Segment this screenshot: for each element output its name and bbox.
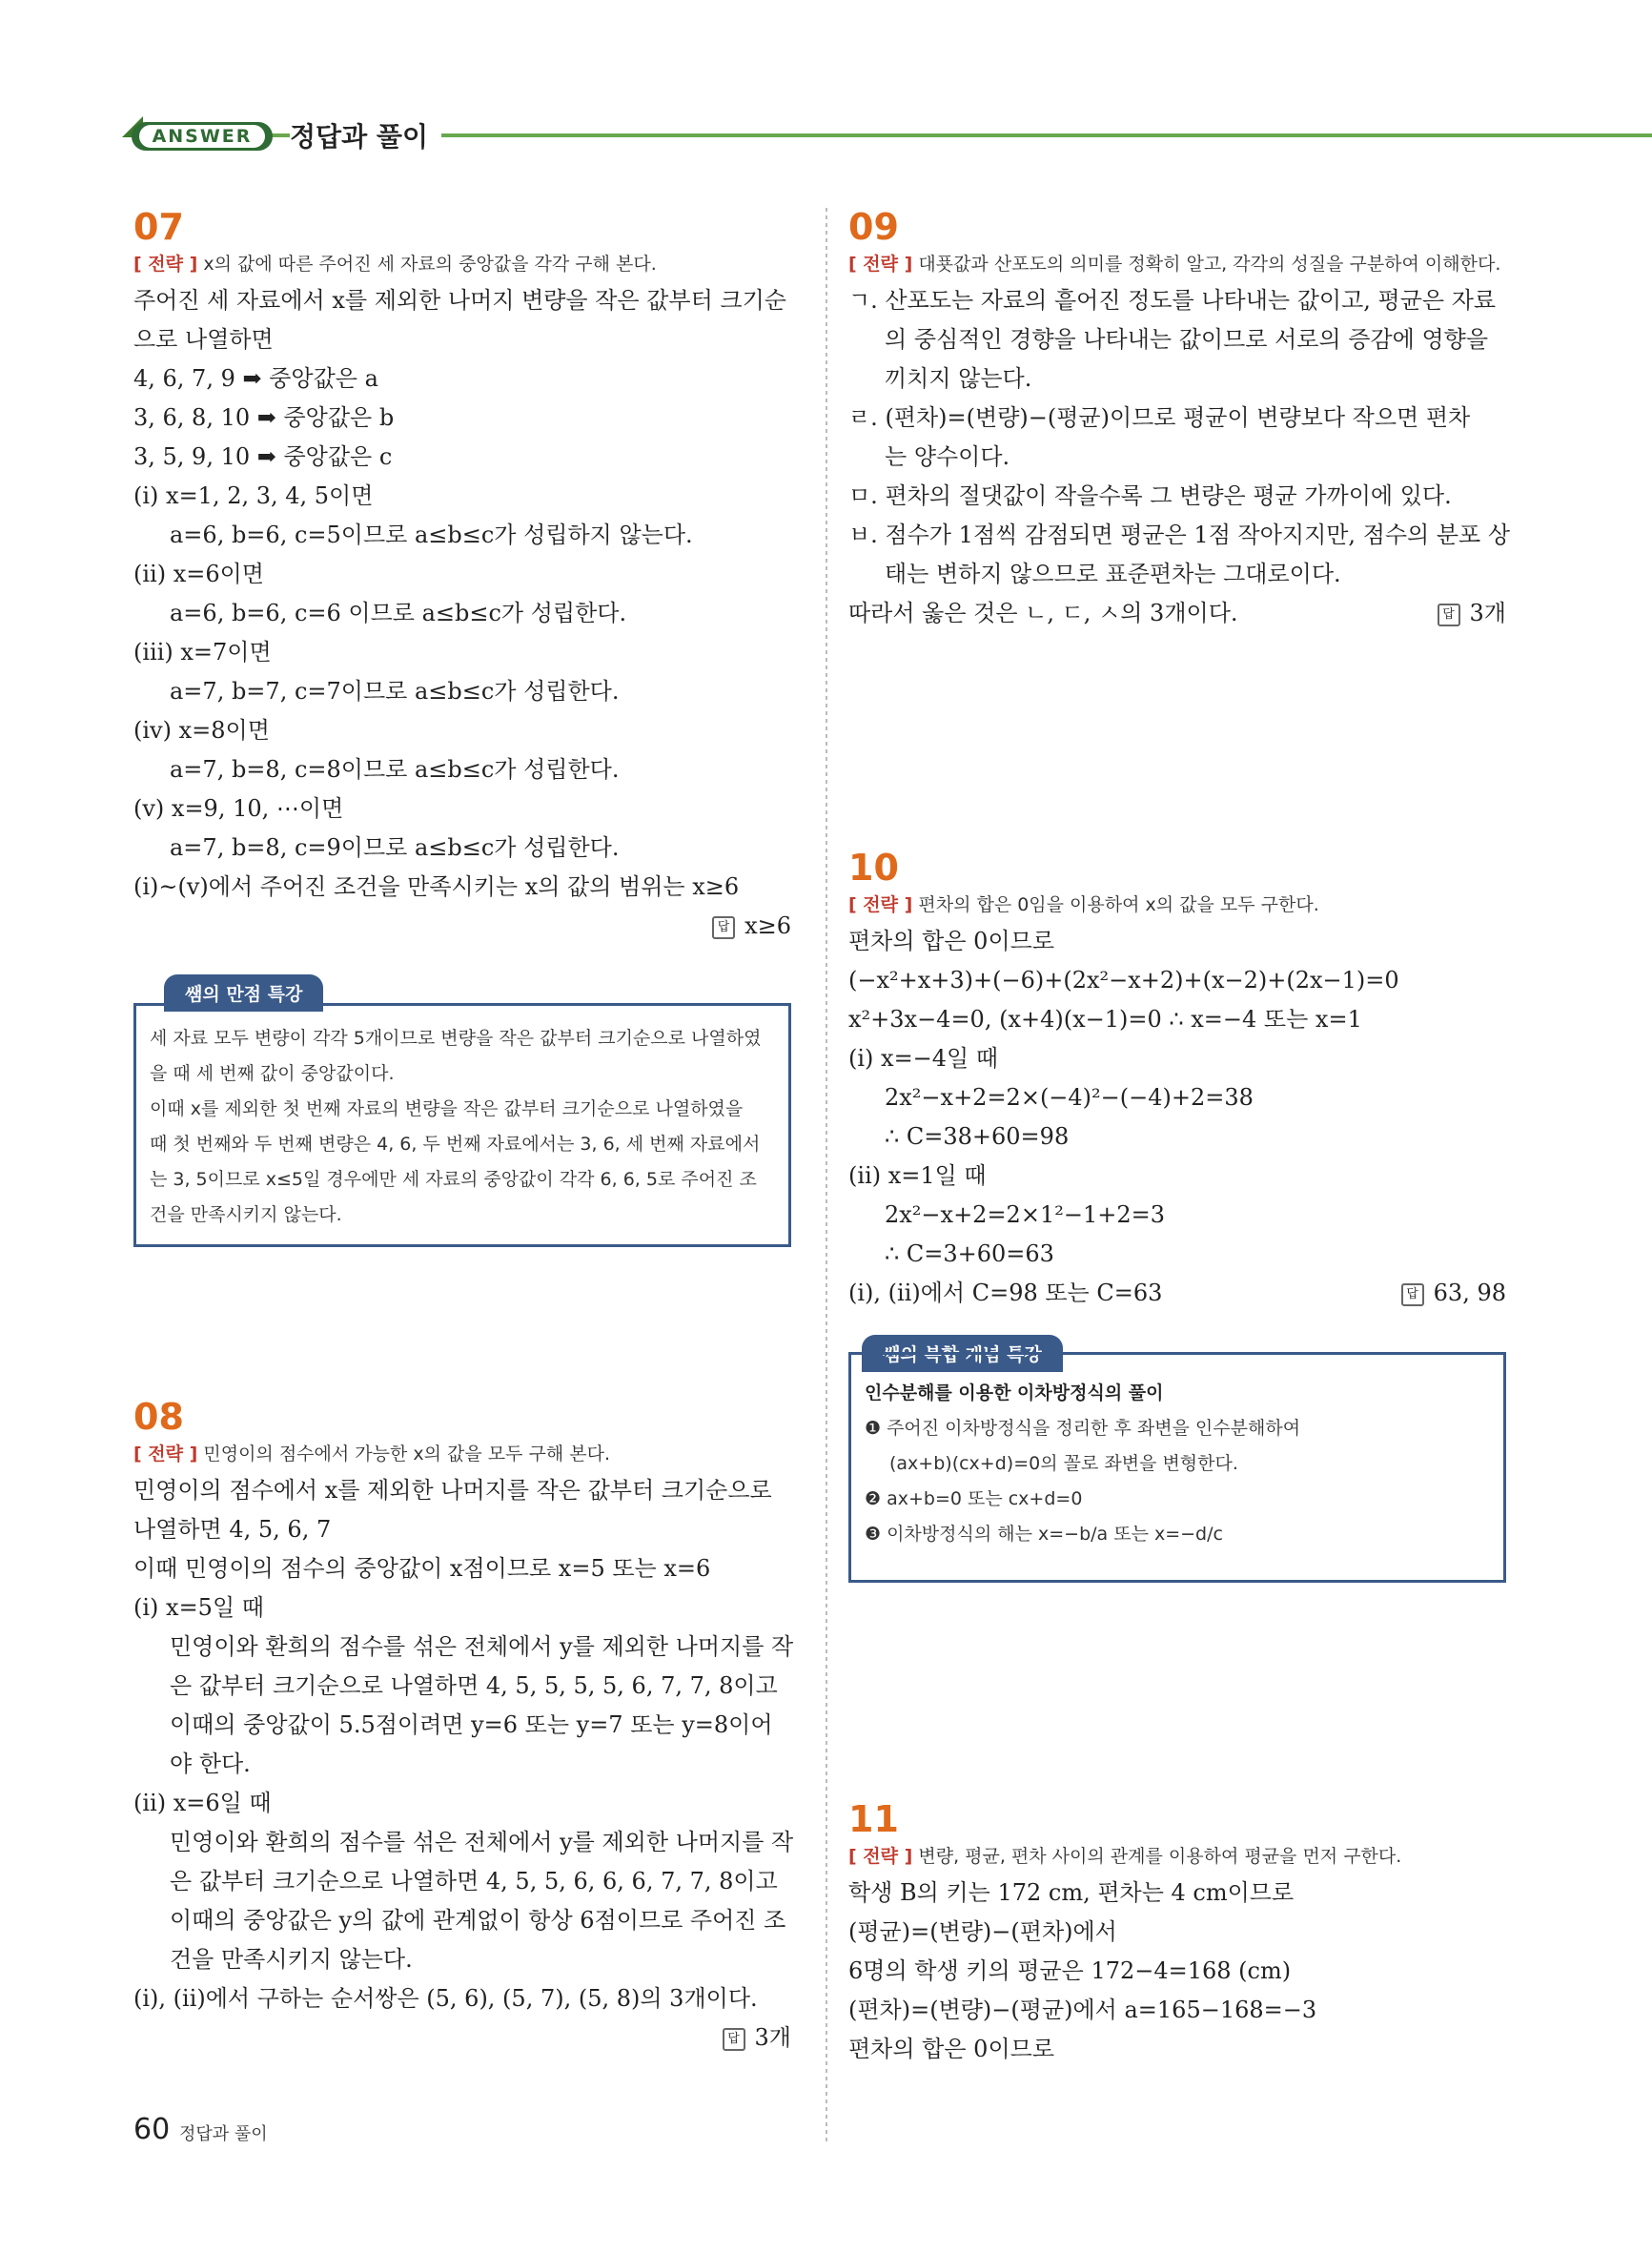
solution-line: (ⅰ), (ⅱ)에서 C=98 또는 C=63: [848, 1280, 1163, 1306]
answer-badge: ANSWER: [132, 122, 273, 151]
note-line: 을 때 세 번째 값이 중앙값이다.: [150, 1063, 395, 1084]
solution-line: (ⅲ) x=7이면: [133, 639, 272, 666]
question-number: 09: [848, 206, 899, 248]
solution-line: 이때의 중앙값이 5.5점이려면 y=6 또는 y=7 또는 y=8이어: [170, 1711, 773, 1738]
solution-line: 의 중심적인 경향을 나타내는 값이므로 서로의 증감에 영향을: [885, 326, 1489, 353]
solution-line: (ⅱ) x=1일 때: [848, 1162, 987, 1189]
solution-line: 은 값부터 크기순으로 나열하면 4, 5, 5, 6, 6, 6, 7, 7, 8이고: [170, 1868, 778, 1895]
note-heading: 인수분해를 이용한 이차방정식의 풀이: [865, 1383, 1164, 1403]
solution-line: (ⅰ) x=5일 때: [133, 1594, 264, 1621]
solution-line: ∴ C=3+60=63: [885, 1240, 1054, 1267]
question-number: 07: [133, 206, 184, 248]
note-line: ❷ ax+b=0 또는 cx+d=0: [865, 1488, 1083, 1509]
solution-line: 민영이와 환희의 점수를 섞은 전체에서 y를 제외한 나머지를 작: [170, 1633, 794, 1660]
answer-line: 답 3개: [133, 2018, 791, 2058]
solution-line: 학생 B의 키는 172 cm, 편차는 4 cm이므로: [848, 1879, 1295, 1906]
solution-line: 는 양수이다.: [885, 443, 1010, 470]
note-line: ❶ 주어진 이차방정식을 정리한 후 좌변을 인수분해하여: [865, 1418, 1301, 1439]
answer-icon: 답: [1401, 1283, 1424, 1306]
solution-line: (ⅰ) x=1, 2, 3, 4, 5이면: [133, 482, 374, 509]
solution-line: a=6, b=6, c=5이므로 a≤b≤c가 성립하지 않는다.: [170, 522, 693, 548]
solution-line: (편차)=(변량)−(평균)에서 a=165−168=−3: [848, 1997, 1317, 2023]
solution-line: (ⅰ), (ⅱ)에서 구하는 순서쌍은 (5, 6), (5, 7), (5, 8)의 3개이다.: [133, 1985, 758, 2012]
question-08: [133, 1396, 794, 2058]
column-divider: [826, 208, 827, 2143]
question-11: [848, 1800, 1506, 2069]
tip-box: [133, 1003, 791, 1247]
solution-line: 주어진 세 자료에서 x를 제외한 나머지 변량을 작은 값부터 크기순: [133, 287, 786, 314]
question-07: [133, 208, 791, 946]
solution-line: ∴ C=38+60=98: [885, 1123, 1070, 1150]
solution-line: (ⅱ) x=6일 때: [133, 1790, 272, 1816]
page-number: 60: [133, 2113, 171, 2146]
solution-line: 3, 6, 8, 10 ➡ 중앙값은 b: [133, 404, 395, 431]
footer-label: 정답과 풀이: [179, 2124, 268, 2144]
solution-line: 민영이의 점수에서 x를 제외한 나머지를 작은 값부터 크기순으로: [133, 1477, 772, 1504]
answer-icon: 답: [712, 916, 735, 939]
solution-line: 은 값부터 크기순으로 나열하면 4, 5, 5, 5, 5, 6, 7, 7, 8이고: [170, 1672, 778, 1699]
solution-line: 이때 민영이의 점수의 중앙값이 x점이므로 x=5 또는 x=6: [133, 1555, 711, 1582]
solution-line: ㅂ. 점수가 1점씩 감점되면 평균은 1점 작아지지만, 점수의 분포 상: [848, 522, 1511, 548]
solution-line: ㅁ. 편차의 절댓값이 작을수록 그 변량은 평균 가까이에 있다.: [848, 482, 1452, 509]
solution-line: a=7, b=8, c=9이므로 a≤b≤c가 성립한다.: [170, 834, 620, 861]
note-line: 건을 만족시키지 않는다.: [150, 1204, 342, 1225]
solution-line: x²+3x−4=0, (x+4)(x−1)=0 ∴ x=−4 또는 x=1: [848, 1006, 1362, 1033]
concept-box: [848, 1352, 1506, 1583]
solution-line: 끼치지 않는다.: [885, 365, 1032, 392]
strategy: [ 전략 ] 민영이의 점수에서 가능한 x의 값을 모두 구해 본다.: [133, 1444, 611, 1464]
solution-line: 태는 변하지 않으므로 표준편차는 그대로이다.: [885, 561, 1341, 587]
solution-line: 으로 나열하면: [133, 326, 274, 353]
solution-line: a=7, b=7, c=7이므로 a≤b≤c가 성립한다.: [170, 678, 620, 705]
solution-line: 4, 6, 7, 9 ➡ 중앙값은 a: [133, 365, 378, 392]
solution-line: a=7, b=8, c=8이므로 a≤b≤c가 성립한다.: [170, 756, 620, 783]
solution-line: 3, 5, 9, 10 ➡ 중앙값은 c: [133, 443, 393, 470]
solution-line: 따라서 옳은 것은 ㄴ, ㄷ, ㅅ의 3개이다.: [848, 600, 1238, 626]
solution-line: (ⅱ) x=6이면: [133, 561, 264, 587]
solution-line: 나열하면 4, 5, 6, 7: [133, 1516, 332, 1543]
solution-line: 편차의 합은 0이므로: [848, 928, 1054, 954]
question-number: 08: [133, 1396, 184, 1438]
note-title: 쌤의 만점 특강: [164, 974, 323, 1012]
solution-line: 야 한다.: [170, 1751, 251, 1777]
solution-line: (−x²+x+3)+(−6)+(2x²−x+2)+(x−2)+(2x−1)=0: [848, 967, 1399, 993]
solution-line: (ⅰ) x=−4일 때: [848, 1045, 999, 1072]
question-10: [848, 849, 1506, 1313]
section-title: 정답과 풀이: [290, 116, 441, 154]
solution-line: a=6, b=6, c=6 이므로 a≤b≤c가 성립한다.: [170, 600, 627, 626]
question-09: [848, 206, 1511, 633]
strategy: [ 전략 ] 편차의 합은 0임을 이용하여 x의 값을 모두 구한다.: [848, 894, 1319, 915]
solution-line: ㄱ. 산포도는 자료의 흩어진 정도를 나타내는 값이고, 평균은 자료: [848, 287, 1497, 314]
answer-line: 답 3개: [1438, 594, 1506, 633]
question-number: 11: [848, 1798, 899, 1840]
note-title: 쌤의 복합 개념 특강: [862, 1335, 1063, 1372]
answer-icon: 답: [723, 2028, 745, 2051]
solution-line: ㄹ. (편차)=(변량)−(평균)이므로 평균이 변량보다 작으면 편차: [848, 404, 1471, 431]
solution-line: 건을 만족시키지 않는다.: [170, 1946, 413, 1973]
solution-line: 이때의 중앙값은 y의 값에 관계없이 항상 6점이므로 주어진 조: [170, 1907, 786, 1934]
solution-line: (ⅰ)~(ⅴ)에서 주어진 조건을 만족시키는 x의 값의 범위는 x≥6: [133, 873, 740, 900]
answer-line: 답 x≥6: [133, 907, 791, 946]
solution-line: (평균)=(변량)−(편차)에서: [848, 1918, 1117, 1945]
note-line: 때 첫 번째와 두 번째 변량은 4, 6, 두 번째 자료에서는 3, 6, 세 번째 자료에서: [150, 1134, 761, 1155]
question-number: 10: [848, 847, 899, 889]
note-line: 세 자료 모두 변량이 각각 5개이므로 변량을 작은 값부터 크기순으로 나열하였: [150, 1028, 762, 1049]
solution-line: 6명의 학생 키의 평균은 172−4=168 (cm): [848, 1957, 1292, 1984]
answer-line: 답 63, 98: [1401, 1274, 1506, 1313]
solution-line: 편차의 합은 0이므로: [848, 2036, 1054, 2062]
solution-line: 2x²−x+2=2×(−4)²−(−4)+2=38: [885, 1084, 1254, 1111]
solution-line: (ⅳ) x=8이면: [133, 717, 270, 744]
note-line: (ax+b)(cx+d)=0의 꼴로 좌변을 변형한다.: [889, 1453, 1238, 1474]
solution-line: 2x²−x+2=2×1²−1+2=3: [885, 1201, 1165, 1228]
strategy: [ 전략 ] 대푯값과 산포도의 의미를 정확히 알고, 각각의 성질을 구분하여 이해한다.: [848, 254, 1501, 275]
solution-line: 민영이와 환희의 점수를 섞은 전체에서 y를 제외한 나머지를 작: [170, 1829, 794, 1855]
strategy: [ 전략 ] x의 값에 따른 주어진 세 자료의 중앙값을 각각 구해 본다.: [133, 254, 657, 275]
note-line: ❸ 이차방정식의 해는 x=−b/a 또는 x=−d/c: [865, 1524, 1223, 1545]
solution-line: (ⅴ) x=9, 10, ⋯이면: [133, 795, 344, 822]
note-line: 는 3, 5이므로 x≤5일 경우에만 세 자료의 중앙값이 각각 6, 6, 5로 주어진 조: [150, 1169, 757, 1190]
answer-icon: 답: [1438, 604, 1460, 626]
note-line: 이때 x를 제외한 첫 번째 자료의 변량을 작은 값부터 크기순으로 나열하였을: [150, 1098, 744, 1119]
strategy: [ 전략 ] 변량, 평균, 편차 사이의 관계를 이용하여 평균을 먼저 구한다.: [848, 1846, 1402, 1867]
